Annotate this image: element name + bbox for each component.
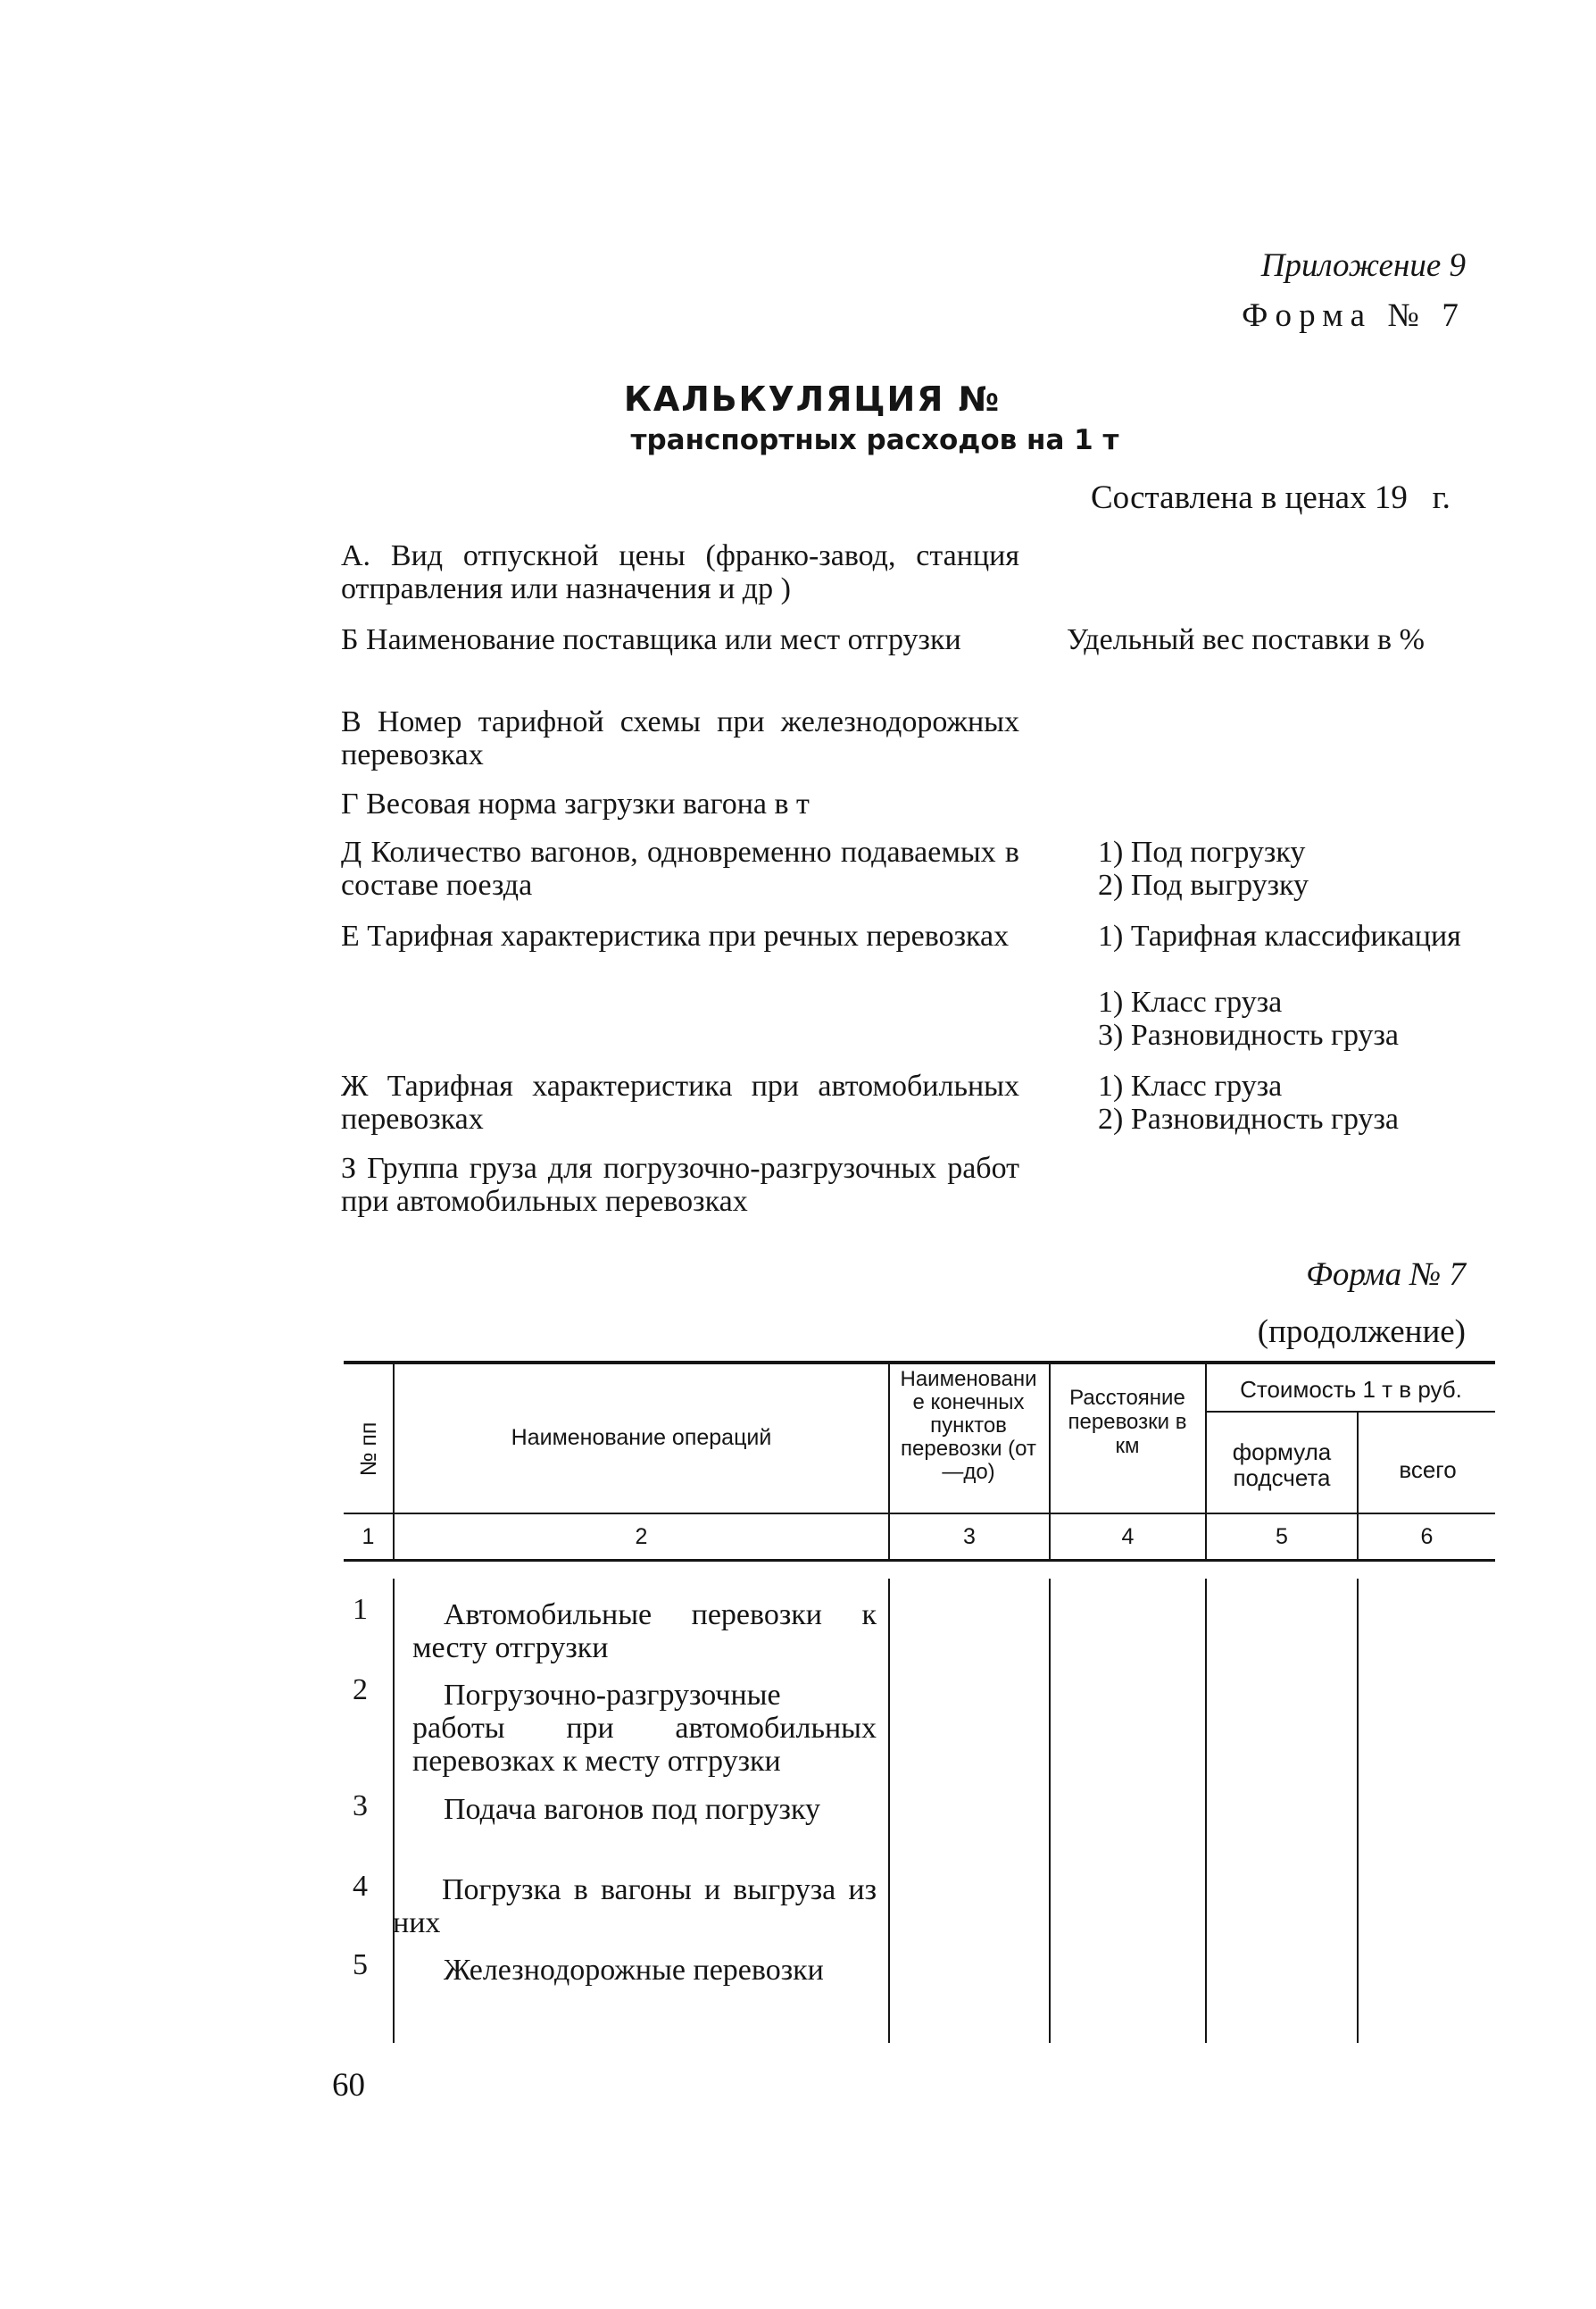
header-distance: Расстояние перевозки в км: [1068, 1386, 1187, 1458]
row-4-number: 4: [353, 1870, 368, 1903]
header-cost-per-ton: Стоимость 1 т в руб.: [1240, 1376, 1462, 1403]
unloading-item: 2) Под выгрузку: [1098, 869, 1309, 902]
continuation-form-label: Форма № 7: [1306, 1256, 1466, 1293]
row-1-number: 1: [353, 1593, 368, 1626]
row-3-operation: Подача вагонов под погрузку: [444, 1793, 821, 1826]
body-divider-4: [1205, 1579, 1207, 2043]
row-2-operation: Погрузочно-разгрузочные работы при автомобильных перевозках к месту отгрузки: [412, 1679, 877, 1778]
river-tariff-classification: 1) Тарифная классификация: [1098, 920, 1461, 953]
table-numbers-rule: [344, 1559, 1495, 1562]
item-a-price-type: А. Вид отпускной цены (франко-завод, станция отправления или назначения и др ): [341, 539, 1019, 605]
body-divider-3: [1049, 1579, 1051, 2043]
document-subtitle: транспортных расходов на 1 т: [630, 424, 1119, 456]
item-g-weight-norm: Г Весовая норма загрузки вагона в т: [341, 788, 810, 821]
row-2-number: 2: [353, 1673, 368, 1706]
item-b-supplier: Б Наименование поставщика или мест отгрузки: [341, 623, 961, 656]
page-number: 60: [332, 2067, 365, 2104]
row-5-number: 5: [353, 1948, 368, 1981]
river-cargo-variety: 3) Разновидность груза: [1098, 1019, 1400, 1052]
col-number-4: 4: [1121, 1524, 1135, 1549]
header-operation-name: Наименование операций: [511, 1425, 772, 1450]
form-label: Форма № 7: [1242, 297, 1466, 334]
row-1-operation: Автомобильные перевозки к месту отгрузки: [412, 1598, 877, 1664]
table-top-rule: [344, 1361, 1495, 1364]
body-divider-2: [888, 1579, 890, 2043]
col-number-6: 6: [1420, 1524, 1434, 1549]
header-total: всего: [1399, 1456, 1457, 1483]
compiled-in-prices: Составлена в ценах 19 г.: [1091, 479, 1451, 516]
cost-subheader-rule: [1205, 1411, 1495, 1413]
item-v-tariff-scheme: В Номер тарифной схемы при железнодорожных перевозках: [341, 705, 1019, 771]
document-title: КАЛЬКУЛЯЦИЯ №: [623, 379, 1002, 419]
header-row-number: № пп: [356, 1421, 381, 1477]
continuation-note: (продолжение): [1257, 1313, 1466, 1350]
item-z-cargo-group: З Группа груза для погрузочно-разгрузочных работ при автомобильных перевозках: [341, 1152, 1019, 1218]
row-3-number: 3: [353, 1789, 368, 1822]
auto-cargo-variety: 2) Разновидность груза: [1098, 1103, 1400, 1136]
body-divider-1: [393, 1579, 395, 2043]
weight-share-label: Удельный вес поставки в %: [1067, 623, 1425, 656]
col-number-1: 1: [362, 1524, 375, 1549]
row-4-operation: Погрузка в вагоны и выгруза из них: [393, 1873, 877, 1939]
appendix-label: Приложение 9: [1260, 247, 1466, 284]
col-number-5: 5: [1276, 1524, 1288, 1549]
river-cargo-class: 1) Класс груза: [1098, 986, 1283, 1019]
header-formula: формула подсчета: [1232, 1438, 1332, 1491]
table-header-rule: [344, 1513, 1495, 1514]
item-d-wagon-count: Д Количество вагонов, одновременно подаваемых в составе поезда: [341, 836, 1019, 902]
row-5-operation: Железнодорожные перевозки: [444, 1954, 824, 1987]
item-zh-auto-tariff: Ж Тарифная характеристика при автомобильных перевозках: [341, 1070, 1019, 1136]
body-divider-5: [1357, 1579, 1359, 2043]
col-number-3: 3: [963, 1524, 976, 1549]
auto-cargo-class: 1) Класс груза: [1098, 1070, 1283, 1103]
col-number-2: 2: [635, 1524, 648, 1549]
item-e-river-tariff: Е Тарифная характеристика при речных перевозках: [341, 920, 1010, 953]
header-end-points: Наименование конечных пунктов перевозки (от—до): [900, 1367, 1037, 1484]
loading-item: 1) Под погрузку: [1098, 836, 1306, 869]
